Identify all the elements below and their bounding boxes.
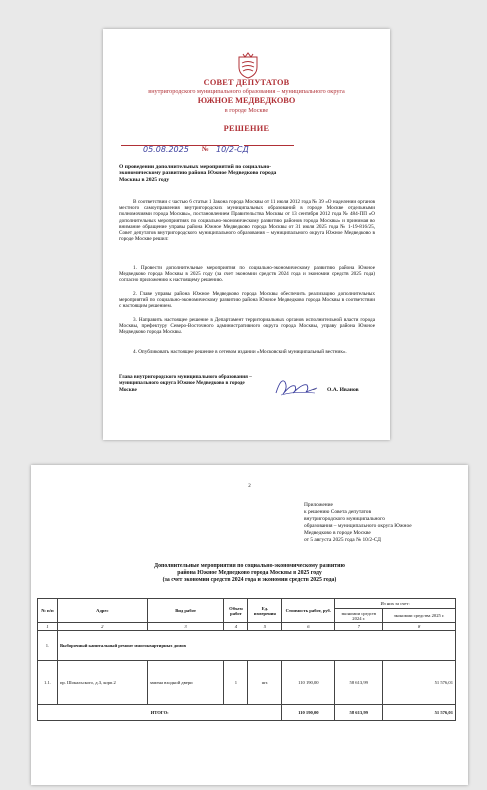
header-cost: Стоимость работ, руб.: [282, 599, 335, 623]
municipality-subtitle: внутригородского муниципального образования – муниципального округа: [148, 88, 345, 95]
row-address: пр. Шокальского, д.3, корп.2: [57, 661, 147, 705]
total-cost: 110 190,00: [282, 705, 335, 721]
column-number: 5: [248, 623, 282, 631]
document-page-2: [31, 465, 468, 785]
header-unit: Ед. измерения: [248, 599, 282, 623]
section-title: Выборочный капитальный ремонт многоквартирных домов: [57, 631, 455, 661]
total-savings-2025: 51 576,01: [383, 705, 456, 721]
row-savings-2024: 58 613,99: [335, 661, 383, 705]
decision-subject: О проведении дополнительных мероприятий по социально-экономическому развитию района Южное Медведково города Москвы в 2025 году: [119, 164, 277, 183]
column-number: 3: [147, 623, 224, 631]
decision-date: 05.08.2025: [143, 145, 189, 154]
activities-table: [37, 598, 456, 721]
decision-number: 10/2-СД: [216, 145, 249, 154]
appendix-line: от 5 августа 2025 года № 10/2-СД: [304, 536, 381, 543]
row-work-type: замена входной двери: [147, 661, 224, 705]
body-paragraph-preamble: В соответствии с частью 6 статьи 1 Закона города Москвы от 11 июля 2012 года № 39 «О наделении органов местного самоуправления внутригородских муниципальных образований в городе Москве отдельными полномочиями города Москвы», постановлением Правительства Москвы от 13 сентября 2012 года № 484-ПП «О дополнительных мероприятиях по социально-экономическому развитию районов города Москвы» и принимая во внимание обращение управы района Южное Медведково города Москвы от 31 июля 2025 года № 1-19-816/25, Совет депутатов внутригородского муниципального образования – муниципального округа Южное Медведково в городе Москве решил:: [119, 199, 375, 243]
column-number: 6: [282, 623, 335, 631]
decision-heading: РЕШЕНИЕ: [223, 124, 270, 133]
column-number: 7: [335, 623, 383, 631]
header-address: Адрес: [57, 599, 147, 623]
header-work-type: Вид работ: [147, 599, 224, 623]
section-num: 1.: [38, 631, 58, 661]
appendix-line: Медведково в городе Москве: [304, 529, 371, 536]
table-header-row: [38, 599, 456, 609]
column-number: 1: [38, 623, 58, 631]
page-number: 2: [248, 484, 251, 489]
signatory-position: Глава внутригородского муниципального образования – муниципального округа Южное Медведково в городе Москве: [119, 374, 252, 393]
body-paragraph-2: 2. Главе управы района Южное Медведково города Москвы обеспечить реализацию дополнительных мероприятий по социально-экономическому развитию района Южное Медведково города Москвы в соответствии с настоящим решением.: [119, 291, 375, 310]
appendix-header: [304, 502, 464, 543]
header-source: Из них за счет:: [335, 599, 456, 609]
row-cost: 110 190,00: [282, 661, 335, 705]
row-num: 1.1.: [38, 661, 58, 705]
council-title: СОВЕТ ДЕПУТАТОВ: [203, 78, 290, 87]
header-savings-2024: экономии средств 2024 г.: [335, 609, 383, 623]
handwritten-signature: [273, 374, 319, 398]
signature-dash: –: [313, 387, 316, 393]
column-number: 2: [57, 623, 147, 631]
row-savings-2025: 51 576,01: [383, 661, 456, 705]
body-paragraph-3: 3. Направить настоящее решение в Департамент территориальных органов исполнительной власти города Москвы, префектуру Северо-Восточного административного округа города Москвы, управу района Южное Медведково города Москвы.: [119, 317, 375, 336]
row-unit: шт.: [248, 661, 282, 705]
column-number: 8: [383, 623, 456, 631]
body-paragraph-1: 1. Провести дополнительные мероприятия по социально-экономическому развитию района Южное Медведково города Москвы в 2025 году (за счет экономии средств 2024 года и экономии средств 2025 года) согласно приложению к настоящему решению.: [119, 265, 375, 284]
table-title: [31, 563, 468, 585]
table-title-line: (за счет экономии средств 2024 года и экономии средств 2025 года): [162, 577, 337, 584]
column-number-row: [38, 623, 456, 631]
signatory-name: О.А. Иванов: [327, 387, 359, 393]
section-row: [38, 631, 456, 661]
header-savings-2025: экономии средства 2025 г.: [383, 609, 456, 623]
total-label: ИТОГО:: [38, 705, 282, 721]
row-volume: 1: [224, 661, 248, 705]
table-row: [38, 661, 456, 705]
appendix-line: внутригородского муниципального: [304, 515, 385, 522]
total-row: [38, 705, 456, 721]
appendix-line: Приложение: [304, 502, 333, 508]
header-num: № п/п: [38, 599, 58, 623]
district-name: ЮЖНОЕ МЕДВЕДКОВО: [197, 96, 296, 105]
total-savings-2024: 58 613,99: [335, 705, 383, 721]
body-paragraph-4: 4. Опубликовать настоящее решение в сетевом издании «Московский муниципальный вестник».: [133, 349, 347, 355]
appendix-line: образования – муниципального округа Южное: [304, 522, 412, 529]
number-underline: [244, 145, 294, 146]
table-title-line: района Южное Медведково города Москвы в 2025 году: [177, 570, 322, 577]
table-title-line: Дополнительные мероприятия по социально-экономическому развитию: [154, 563, 345, 569]
number-label: №: [202, 146, 209, 153]
header-volume: Объем работ: [224, 599, 248, 623]
document-page-1: [103, 29, 390, 440]
coat-of-arms-icon: [237, 51, 259, 79]
appendix-line: к решению Совета депутатов: [304, 508, 372, 515]
city-line: в городе Москве: [224, 107, 269, 114]
column-number: 4: [224, 623, 248, 631]
